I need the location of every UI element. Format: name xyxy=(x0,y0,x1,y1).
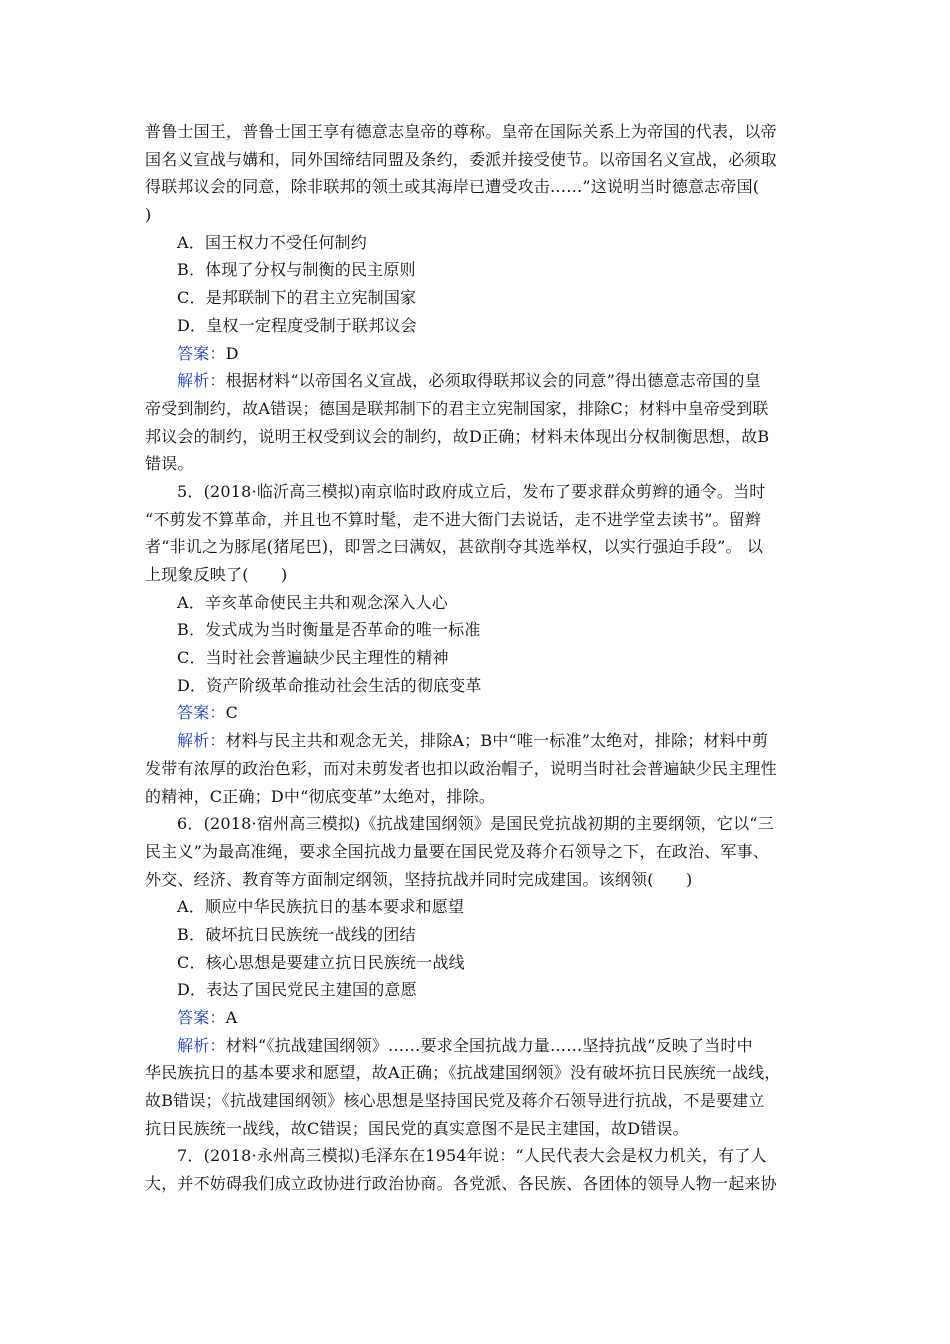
question-text: 7．(2018·永州高三模拟)毛泽东在1954年说：“人民代表大会是权力机关，有了人 xyxy=(177,1146,767,1166)
question-5 xyxy=(145,478,811,506)
text-line xyxy=(145,755,811,783)
line-text: 邦议会的制约，说明王权受到议会的制约，故D正确；材料未体现出分权制衡思想，故B xyxy=(145,426,770,446)
text-line xyxy=(145,533,811,561)
line-text: ) xyxy=(145,205,152,225)
line-text: 普鲁士国王，普鲁士国王享有德意志皇帝的尊称。皇帝在国际关系上为帝国的代表，以帝 xyxy=(145,122,777,141)
option-text: A．顺应中华民族抗日的基本要求和愿望 xyxy=(177,897,465,917)
line-text: 得联邦议会的同意，除非联邦的领土或其海岸已遭受攻击……”这说明当时德意志帝国( xyxy=(145,177,760,197)
line-text: 者“非讥之为豚尾(猪尾巴)，即詈之曰满奴，甚欲削夺其选举权，以实行强迫手段”。 以 xyxy=(145,537,764,557)
option-d xyxy=(145,976,811,1004)
answer-label: 答案： xyxy=(177,343,226,363)
line-text: “不剪发不算革命，并且也不算时髦，走不进大衙门去说话，走不进学堂去读书”。留辫 xyxy=(145,509,762,529)
line-text: 上现象反映了( ) xyxy=(145,565,288,584)
option-text: B．破坏抗日民族统一战线的团结 xyxy=(177,924,416,944)
option-b xyxy=(145,616,811,644)
answer-value: C xyxy=(225,703,239,723)
text-line xyxy=(145,783,811,811)
question-6 xyxy=(145,810,811,838)
text-line xyxy=(145,1170,811,1198)
option-c xyxy=(145,644,811,672)
analysis-label: 解析： xyxy=(177,731,226,751)
line-text: 外交、经济、教育等方面制定纲领，坚持抗战并同时完成建国。该纲领( ) xyxy=(145,869,693,889)
option-text: D．资产阶级革命推动社会生活的彻底变革 xyxy=(177,675,482,695)
text-line xyxy=(145,561,811,589)
analysis-label: 解析： xyxy=(177,371,226,391)
option-text: A．辛亥革命使民主共和观念深入人心 xyxy=(177,592,448,612)
option-text: B．发式成为当时衡量是否革命的唯一标准 xyxy=(177,620,481,640)
text-line xyxy=(145,1115,811,1143)
analysis-text: 根据材料“以帝国名义宣战，必须取得联邦议会的同意”得出德意志帝国的皇 xyxy=(225,371,761,391)
answer-line xyxy=(145,1004,811,1032)
answer-line xyxy=(145,699,811,727)
option-d xyxy=(145,312,811,340)
line-text: 发带有浓厚的政治色彩，而对未剪发者也扣以政治帽子，说明当时社会普遍缺少民主理性 xyxy=(145,758,777,778)
option-d xyxy=(145,672,811,700)
line-text: 错误。 xyxy=(145,454,194,474)
option-a xyxy=(145,893,811,921)
option-text: B．体现了分权与制衡的民主原则 xyxy=(177,260,416,280)
answer-value: D xyxy=(225,343,239,363)
text-line xyxy=(145,395,811,423)
line-text: 国名义宣战与媾和，同外国缔结同盟及条约，委派并接受使节。以帝国名义宣战，必须取 xyxy=(145,149,777,169)
option-c xyxy=(145,284,811,312)
line-text: 民主义”为最高准绳，要求全国抗战力量要在国民党及蒋介石领导之下，在政治、军事、 xyxy=(145,841,769,861)
answer-label: 答案： xyxy=(177,703,226,723)
line-text: 帝受到制约，故A错误；德国是联邦制下的君主立宪制国家，排除C；材料中皇帝受到联 xyxy=(145,398,769,418)
question-text: 6．(2018·宿州高三模拟)《抗战建国纲领》是国民党抗战初期的主要纲领，它以“三 xyxy=(177,814,774,834)
option-text: A．国王权力不受任何制约 xyxy=(177,232,367,252)
text-line xyxy=(145,423,811,451)
text-line xyxy=(145,450,811,478)
text-line xyxy=(145,201,811,229)
option-text: C．核心思想是要建立抗日民族统一战线 xyxy=(177,952,465,972)
analysis-line xyxy=(145,1032,811,1060)
answer-line xyxy=(145,340,811,368)
option-text: C．是邦联制下的君主立宪制国家 xyxy=(177,288,417,308)
option-text: C．当时社会普遍缺少民主理性的精神 xyxy=(177,648,449,668)
answer-value: A xyxy=(225,1008,238,1027)
option-text: D．皇权一定程度受制于联邦议会 xyxy=(177,315,417,335)
option-c xyxy=(145,949,811,977)
text-line xyxy=(145,1087,811,1115)
analysis-text: 材料与民主共和观念无关，排除A；B中“唯一标准”太绝对，排除；材料中剪 xyxy=(225,731,769,751)
option-b xyxy=(145,256,811,284)
answer-label: 答案： xyxy=(177,1008,226,1027)
option-text: D．表达了国民党民主建国的意愿 xyxy=(177,980,417,1000)
option-a xyxy=(145,229,811,257)
analysis-line xyxy=(145,727,811,755)
text-line xyxy=(145,1059,811,1087)
document-page xyxy=(145,118,811,1198)
text-line xyxy=(145,866,811,894)
text-line xyxy=(145,838,811,866)
analysis-line xyxy=(145,367,811,395)
line-text: 故B错误；《抗战建国纲领》核心思想是坚持国民党及蒋介石领导进行抗战，不是要建立 xyxy=(145,1091,765,1111)
text-line xyxy=(145,118,811,146)
question-text: 5．(2018·临沂高三模拟)南京临时政府成立后，发布了要求群众剪辫的通令。当时 xyxy=(177,481,766,501)
line-text: 抗日民族统一战线，故C错误；国民党的真实意图不是民主建国，故D错误。 xyxy=(145,1118,689,1138)
analysis-label: 解析： xyxy=(177,1035,226,1055)
line-text: 华民族抗日的基本要求和愿望，故A正确；《抗战建国纲领》没有破坏抗日民族统一战线， xyxy=(145,1063,781,1083)
text-line xyxy=(145,146,811,174)
text-line xyxy=(145,173,811,201)
option-b xyxy=(145,921,811,949)
text-line xyxy=(145,506,811,534)
analysis-text: 材料“《抗战建国纲领》……要求全国抗战力量……坚持抗战”反映了当时中 xyxy=(225,1035,753,1055)
line-text: 大，并不妨碍我们成立政协进行政治协商。各党派、各民族、各团体的领导人物一起来协 xyxy=(145,1174,777,1194)
line-text: 的精神，C正确；D中“彻底变革”太绝对，排除。 xyxy=(145,786,496,806)
option-a xyxy=(145,589,811,617)
question-7 xyxy=(145,1142,811,1170)
